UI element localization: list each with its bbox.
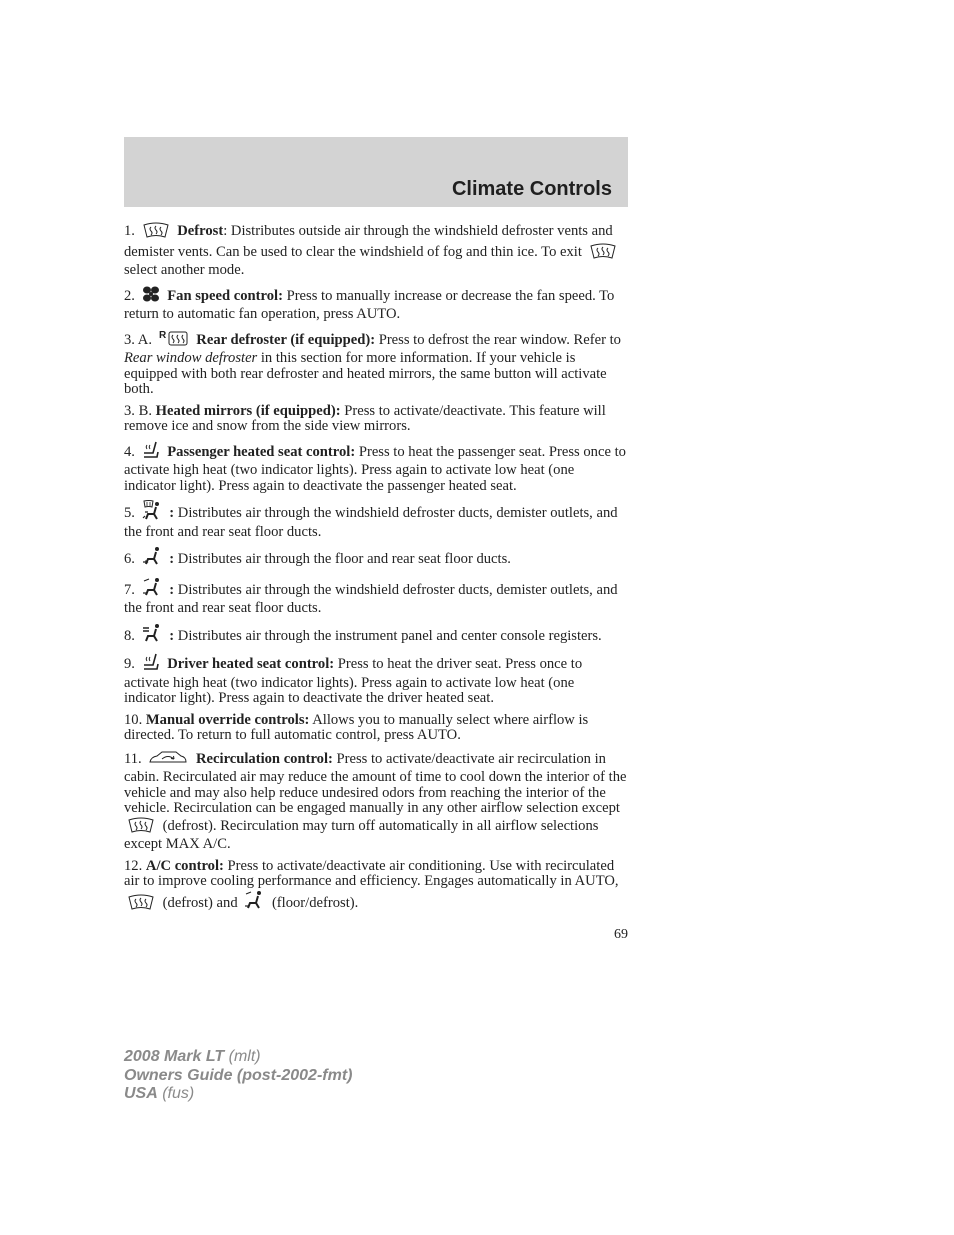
item-driver-heated-seat: 9. Driver heated seat control: Press to heat the driver seat. Press once to activate high heat (two indicator lights). Press again to activate low heat (one indicator light). Press again to deactivate the driver heated seat.	[124, 653, 628, 707]
item-fan-speed: 2. Fan speed control: Press to manually increase or decrease the fan speed. To return to automatic fan operation, press AUTO.	[124, 285, 628, 323]
rear-defrost-icon	[159, 329, 189, 352]
heated-seat-icon	[142, 441, 160, 464]
recirculation-icon	[148, 750, 188, 771]
item-floor-mode: 6. : Distributes air through the floor and rear seat floor ducts.	[124, 546, 628, 571]
item-recirculation: 11. Recirculation control: Press to activate/deactivate air recirculation in cabin. Recirculated air may reduce the amount of time to cool down the interior of the vehicle and may also help reduce undesired odors from reaching the interior of the vehicle. Recirculation can be engaged manually in any other airflow selection except (defrost). Recirculation may turn off automatically in all airflow selections except MAX A/C.	[124, 750, 627, 852]
document-footer	[124, 1048, 352, 1104]
item-panel-mode: 8. : Distributes air through the instrument panel and center console registers.	[124, 623, 628, 648]
heated-seat-icon	[142, 653, 160, 676]
item-manual-override: 10. Manual override controls: Allows you to manually select where airflow is directed. To return to full automatic control, press AUTO.	[124, 711, 589, 743]
footer-line-model: 2008 Mark LT (mlt)	[124, 1048, 261, 1065]
item-ac-control: 12. A/C control: Press to activate/deactivate air conditioning. Use with recirculated air to improve cooling performance and efficiency. Engages automatically in AUTO, (defrost) and (floor/defrost).	[124, 859, 628, 915]
svg-text:R: R	[158, 329, 166, 341]
floor-defrost-icon	[142, 577, 162, 602]
floor-airflow-icon	[142, 546, 162, 571]
windshield-defrost-icon	[142, 222, 170, 243]
page-number: 69	[614, 927, 628, 942]
item-heated-mirrors: 3. B. Heated mirrors (if equipped): Press to activate/deactivate. This feature will remove ice and snow from the side view mirrors.	[124, 402, 606, 434]
windshield-defrost-icon	[127, 817, 155, 838]
item-rear-defroster: 3. A. R Rear defroster (if equipped): Press to defrost the rear window. Refer to Rear window defroster in this section for more information. If your vehicle is equipped with both rear defroster and heated mirrors, the same button will activate both.	[124, 329, 621, 397]
windshield-defrost-icon	[127, 894, 155, 915]
item-defrost-floor-panel-mode: 5. : Distributes air through the windshield defroster ducts, demister outlets, and the front and rear seat floor ducts.	[124, 500, 628, 540]
section-title: Climate Controls	[451, 178, 612, 200]
item-floor-defrost-mode: 7. : Distributes air through the windshield defroster ducts, demister outlets, and the front and rear seat floor ducts.	[124, 577, 628, 617]
section-header	[124, 137, 628, 207]
panel-airflow-icon	[142, 623, 162, 648]
item-defrost: 1. Defrost: Distributes outside air through the windshield defroster vents and demister vents. Can be used to clear the windshield of fog and thin ice. To exit select another mode.	[124, 222, 628, 279]
footer-line-region: USA (fus)	[124, 1085, 195, 1102]
defrost-floor-panel-icon	[142, 500, 162, 525]
floor-defrost-icon	[244, 890, 264, 915]
footer-line-guide: Owners Guide (post-2002-fmt)	[124, 1066, 353, 1084]
windshield-defrost-icon	[589, 243, 617, 264]
item-passenger-heated-seat: 4. Passenger heated seat control: Press to heat the passenger seat. Press once to activate high heat (two indicator lights). Press again to activate low heat (one indicator light). Press again to deactivate the passenger heated seat.	[124, 441, 628, 495]
manual-content	[124, 222, 628, 920]
fan-icon	[142, 285, 160, 308]
